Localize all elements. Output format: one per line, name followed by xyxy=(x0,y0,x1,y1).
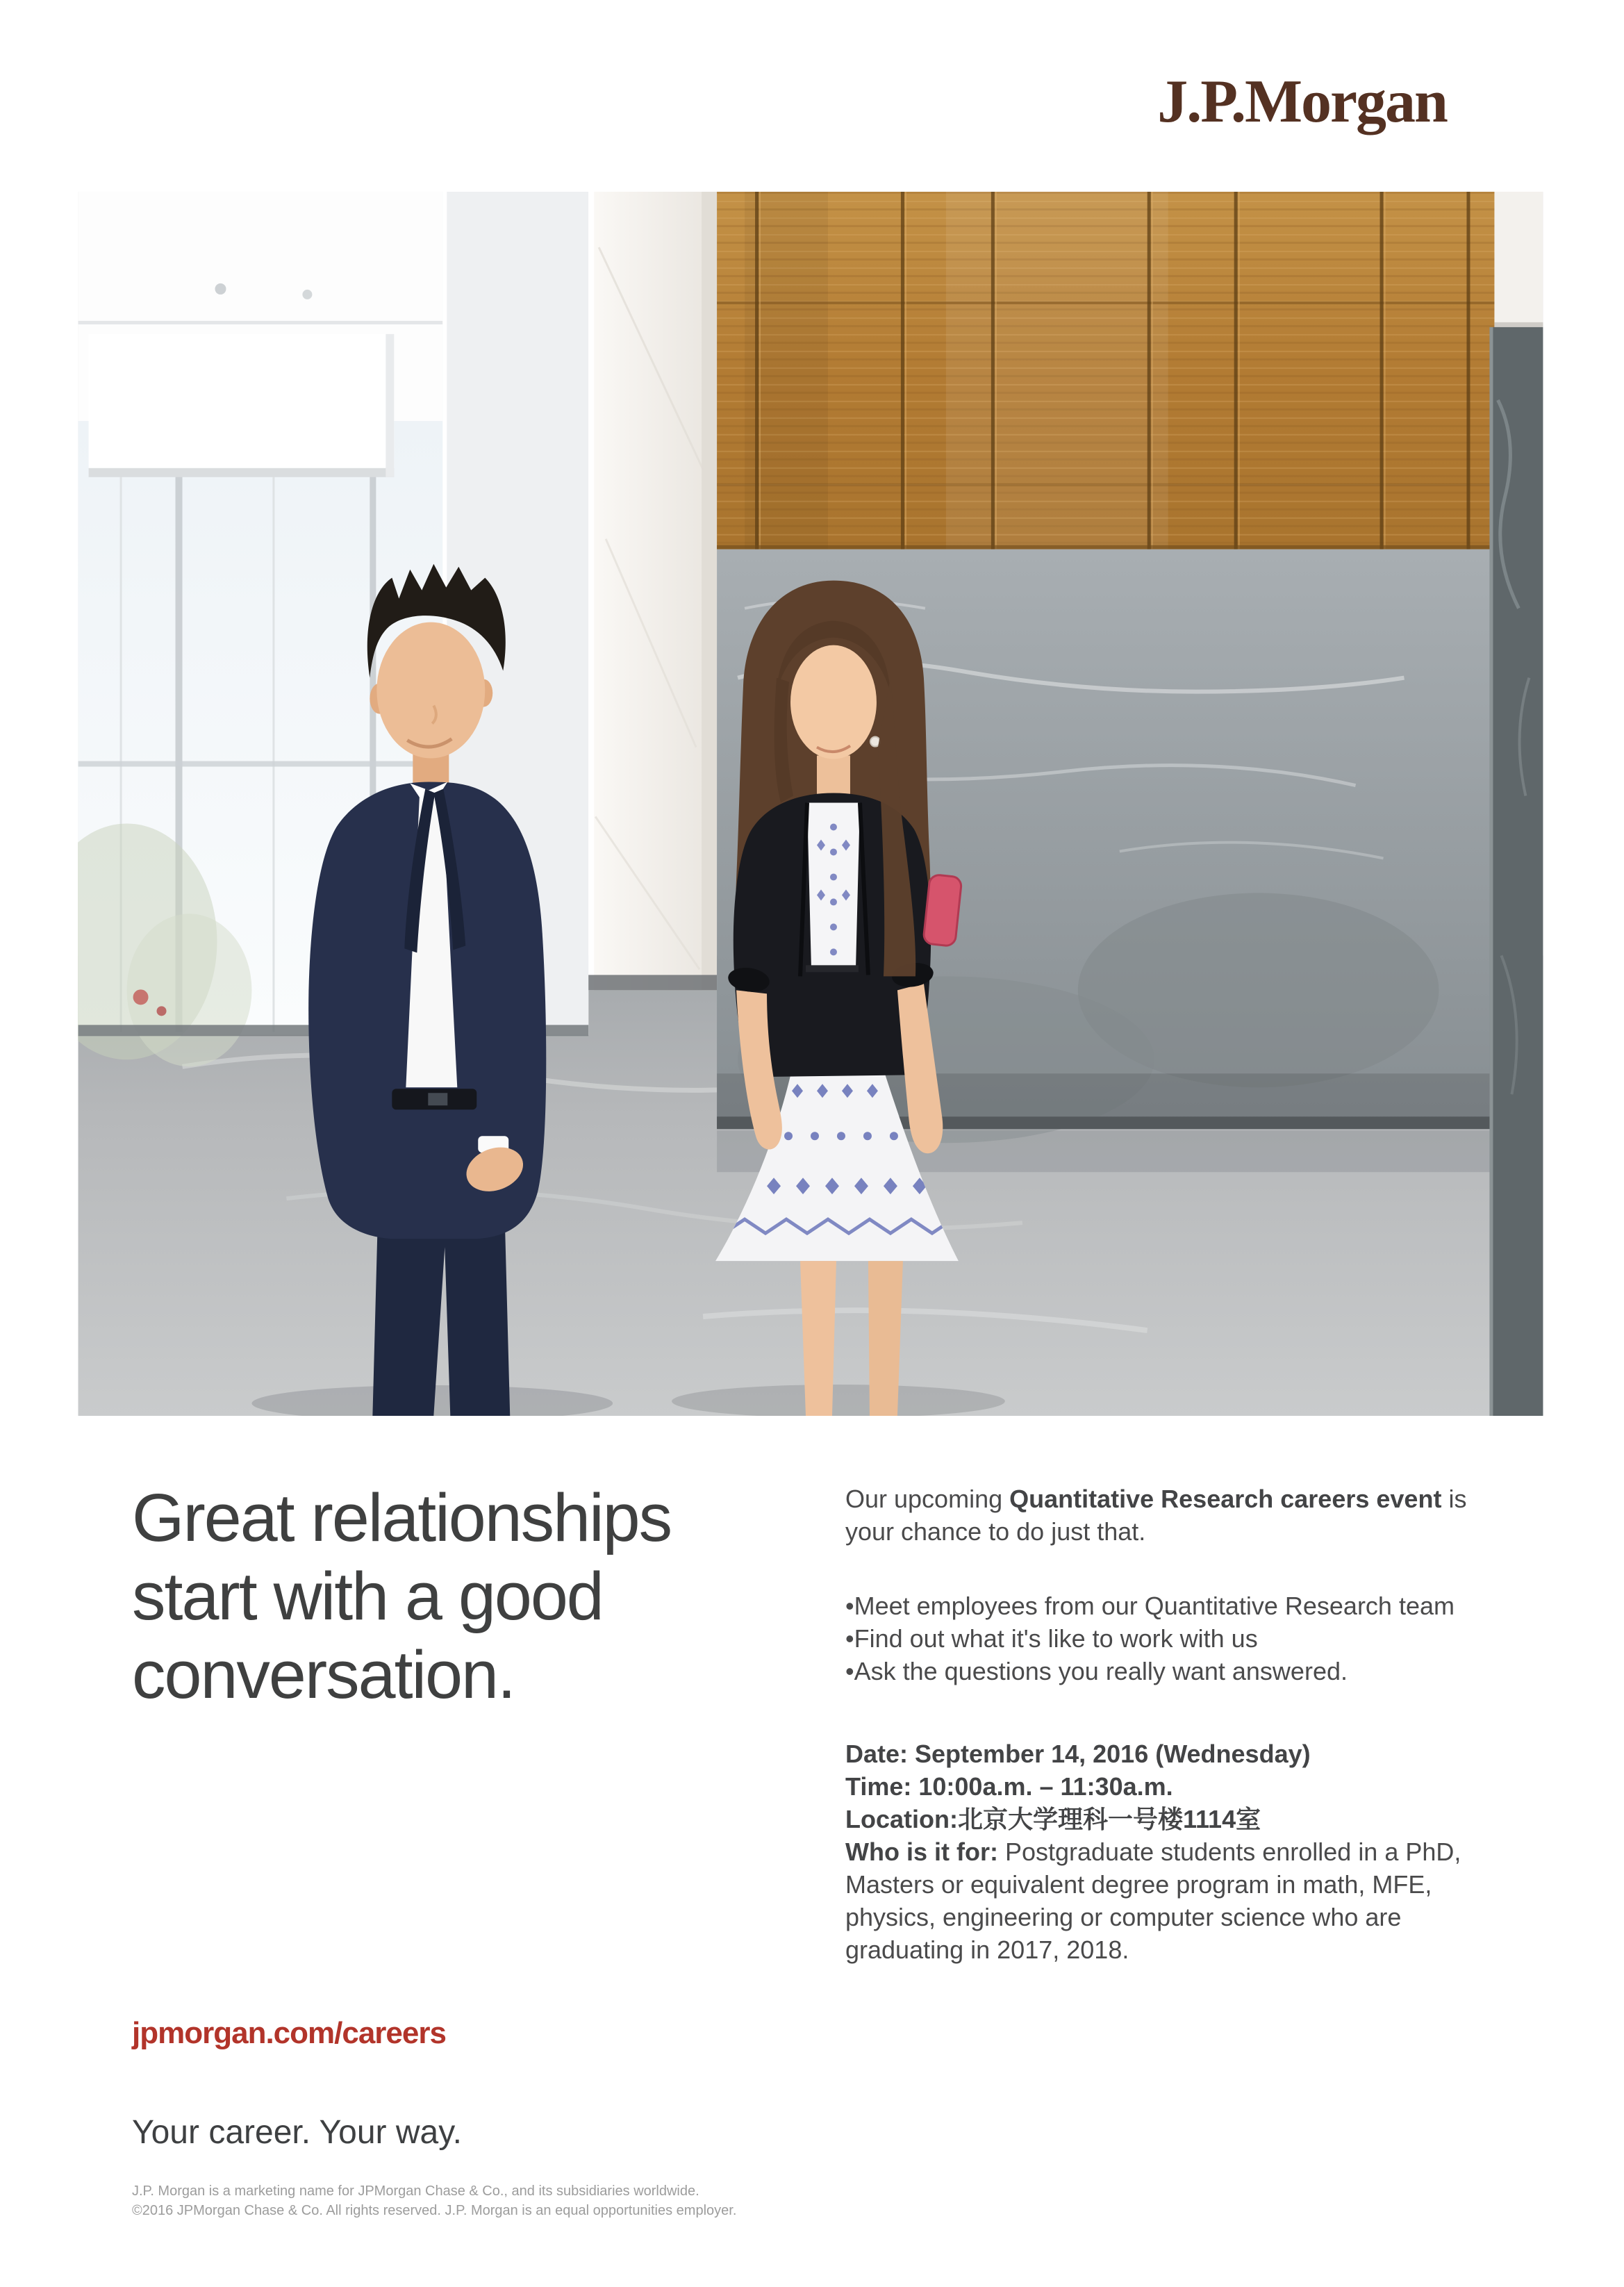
jpmorgan-logo: J.P.Morgan xyxy=(1157,68,1447,135)
lobby-scene-illustration xyxy=(78,192,1543,1416)
careers-url-link[interactable]: jpmorgan.com/careers xyxy=(132,2016,446,2050)
intro-post: is xyxy=(1441,1485,1467,1513)
event-location: Location:北京大学理科一号楼1114室 xyxy=(845,1805,1261,1833)
intro-line-2: your chance to do just that. xyxy=(845,1517,1146,1546)
audience-line: graduating in 2017, 2018. xyxy=(845,1935,1129,1964)
event-details xyxy=(845,1737,1547,1966)
headline xyxy=(132,1478,671,1714)
legal-text xyxy=(132,2181,736,2220)
hero-photo xyxy=(78,192,1543,1416)
event-time: Time: 10:00a.m. – 11:30a.m. xyxy=(845,1772,1173,1801)
intro-bold-phrase: Quantitative Research careers event xyxy=(1009,1485,1442,1513)
legal-line: ©2016 JPMorgan Chase & Co. All rights reserved. J.P. Morgan is an equal opportunities employer. xyxy=(132,2203,737,2218)
bullet-item: •Find out what it's like to work with us xyxy=(845,1624,1258,1653)
audience-line-1 xyxy=(845,1835,1547,1868)
legal-line: J.P. Morgan is a marketing name for JPMorgan Chase & Co., and its subsidiaries worldwide. xyxy=(132,2183,699,2199)
headline-line: start with a good xyxy=(132,1558,603,1634)
headline-line: conversation. xyxy=(132,1637,515,1712)
bullet-item: •Meet employees from our Quantitative Research team xyxy=(845,1592,1455,1620)
audience-line: Masters or equivalent degree program in math, MFE, xyxy=(845,1870,1432,1899)
bullet-list xyxy=(845,1590,1547,1687)
intro-paragraph xyxy=(845,1483,1547,1548)
intro-pre: Our upcoming xyxy=(845,1485,1010,1513)
headline-line: Great relationships xyxy=(132,1480,672,1555)
bullet-item: •Ask the questions you really want answered. xyxy=(845,1657,1348,1685)
event-audience xyxy=(845,1835,1547,1966)
audience-line: physics, engineering or computer science who are xyxy=(845,1903,1402,1931)
intro-line-1 xyxy=(845,1483,1547,1515)
event-date: Date: September 14, 2016 (Wednesday) xyxy=(845,1740,1311,1768)
audience-label: Who is it for: xyxy=(845,1838,998,1866)
audience-rest: Postgraduate students enrolled in a PhD, xyxy=(997,1838,1461,1866)
tagline: Your career. Your way. xyxy=(132,2114,462,2151)
event-copy xyxy=(845,1483,1547,1966)
